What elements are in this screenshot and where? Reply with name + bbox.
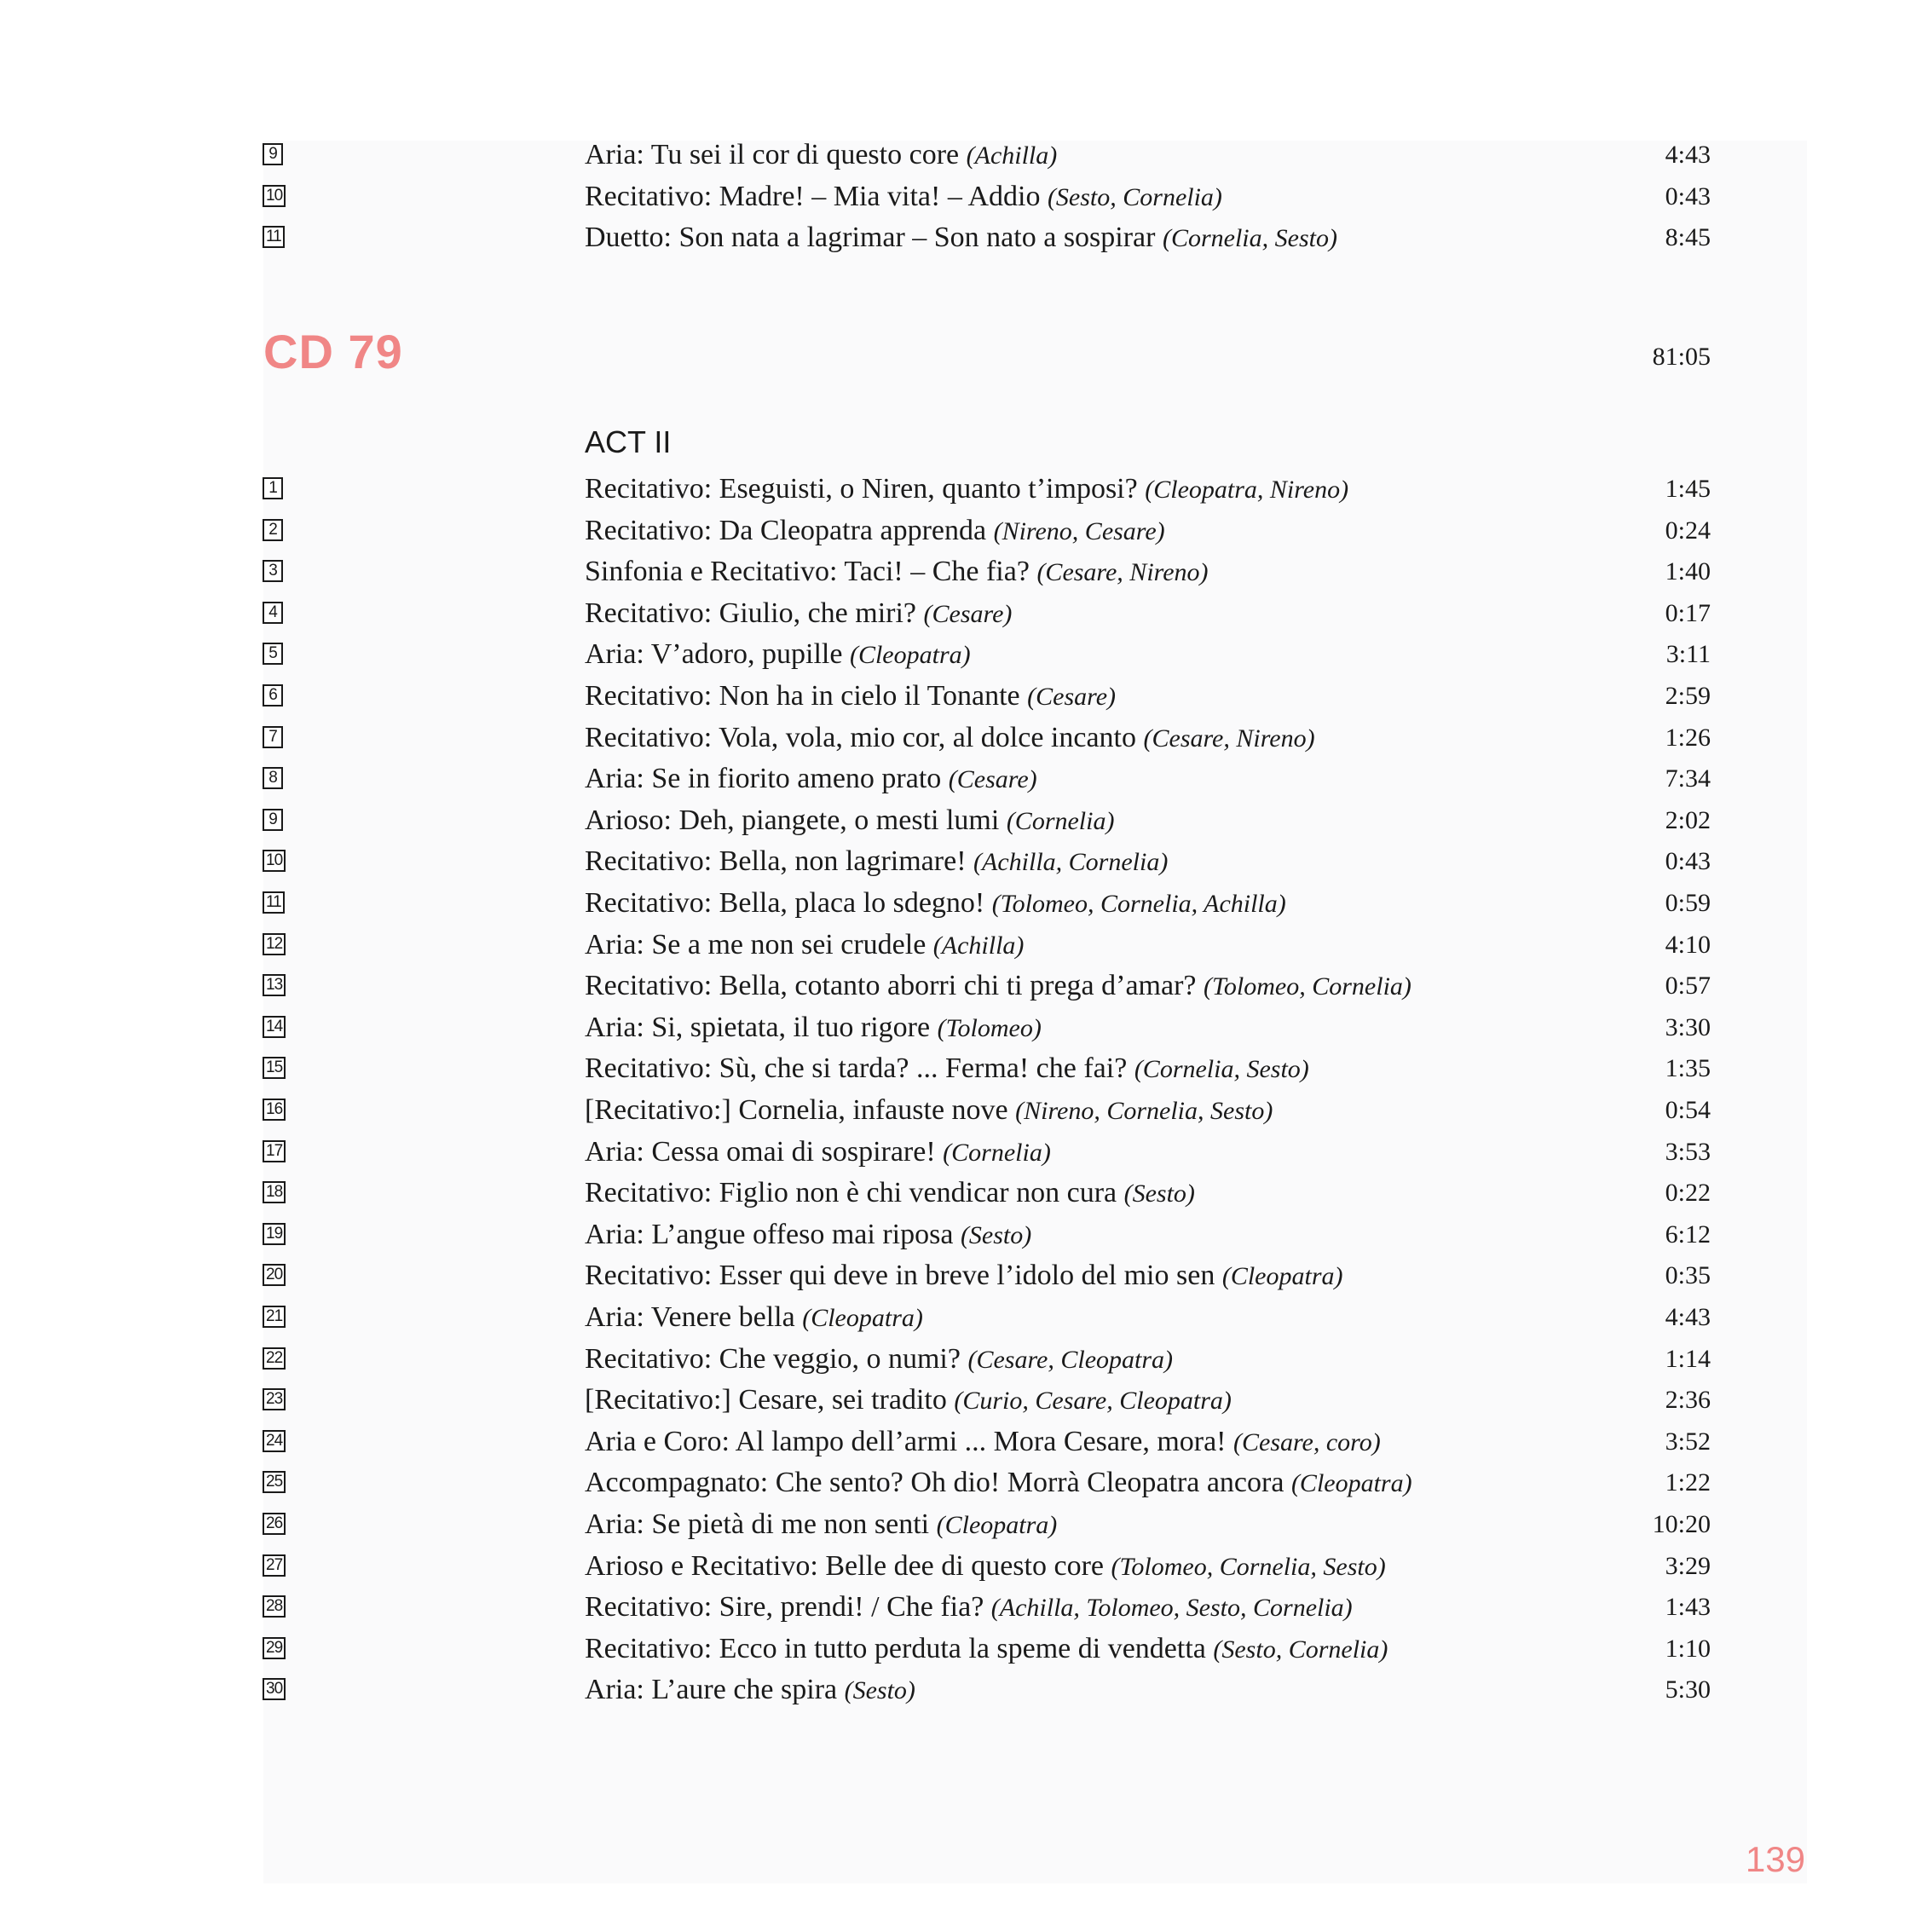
track-duration: 1:43 bbox=[1665, 1593, 1711, 1622]
track-title-text: Recitativo: Esser qui deve in breve l’idolo del mio sen bbox=[585, 1260, 1215, 1292]
track-row bbox=[0, 1135, 1905, 1176]
track-duration: 5:30 bbox=[1665, 1675, 1711, 1704]
track-title-text: Recitativo: Da Cleopatra apprenda bbox=[585, 514, 987, 546]
track-title-text: Aria: Se in fiorito ameno prato bbox=[585, 763, 942, 795]
track-number: 10 bbox=[263, 185, 286, 207]
track-title-text: Recitativo: Bella, cotanto aborri chi ti prega d’amar? bbox=[585, 970, 1197, 1002]
track-duration: 0:57 bbox=[1665, 972, 1711, 1001]
track-title-text: Arioso e Recitativo: Belle dee di questo core bbox=[585, 1549, 1104, 1582]
track-number: 29 bbox=[263, 1637, 286, 1659]
track-performers: (Tolomeo, Cornelia, Achilla) bbox=[991, 890, 1286, 918]
track-number: 10 bbox=[263, 850, 286, 872]
track-row bbox=[0, 514, 1905, 555]
track-row bbox=[0, 804, 1905, 845]
track-number: 24 bbox=[263, 1430, 286, 1452]
track-title bbox=[585, 1425, 1381, 1460]
track-number: 28 bbox=[263, 1595, 286, 1618]
track-row bbox=[0, 1176, 1905, 1217]
track-title bbox=[585, 1549, 1386, 1584]
track-duration: 3:11 bbox=[1665, 640, 1711, 669]
track-number: 7 bbox=[263, 726, 283, 748]
track-duration: 0:24 bbox=[1665, 516, 1711, 545]
track-row bbox=[0, 1342, 1905, 1383]
track-number: 17 bbox=[263, 1140, 286, 1162]
track-duration: 0:22 bbox=[1665, 1179, 1711, 1208]
track-performers: (Cornelia) bbox=[943, 1138, 1051, 1167]
track-performers: (Achilla) bbox=[966, 141, 1058, 170]
track-performers: (Tolomeo, Cornelia, Sesto) bbox=[1111, 1552, 1386, 1581]
track-performers: (Cesare) bbox=[1027, 683, 1117, 711]
track-row bbox=[0, 679, 1905, 720]
track-title-text: Recitativo: Bella, non lagrimare! bbox=[585, 845, 967, 878]
track-title bbox=[585, 969, 1411, 1004]
track-performers: (Cornelia, Sesto) bbox=[1134, 1055, 1309, 1084]
track-duration: 0:43 bbox=[1665, 182, 1711, 211]
track-row bbox=[0, 138, 1905, 179]
track-duration: 0:59 bbox=[1665, 889, 1711, 917]
track-title bbox=[585, 1052, 1309, 1087]
track-title bbox=[585, 1673, 915, 1708]
track-performers: (Achilla) bbox=[932, 931, 1025, 960]
track-title bbox=[585, 1508, 1057, 1543]
track-number: 3 bbox=[263, 560, 283, 582]
track-title bbox=[585, 1176, 1195, 1211]
track-title bbox=[585, 637, 971, 672]
track-duration: 2:02 bbox=[1665, 805, 1711, 834]
track-number: 13 bbox=[263, 974, 286, 996]
track-number: 11 bbox=[263, 226, 285, 248]
track-title-text: Aria: V’adoro, pupille bbox=[585, 638, 843, 671]
track-title bbox=[585, 679, 1116, 714]
track-title-text: Recitativo: Non ha in cielo il Tonante bbox=[585, 680, 1020, 712]
track-number: 14 bbox=[263, 1016, 286, 1038]
track-row bbox=[0, 637, 1905, 678]
track-number: 8 bbox=[263, 767, 283, 789]
track-row bbox=[0, 1093, 1905, 1134]
track-title bbox=[585, 762, 1037, 797]
track-title bbox=[585, 221, 1337, 256]
track-title-text: Recitativo: Che veggio, o numi? bbox=[585, 1342, 961, 1375]
track-duration: 4:43 bbox=[1665, 1303, 1711, 1331]
track-row bbox=[0, 1549, 1905, 1590]
track-number: 5 bbox=[263, 643, 283, 665]
track-title bbox=[585, 1466, 1412, 1501]
track-row bbox=[0, 886, 1905, 927]
track-duration: 10:20 bbox=[1652, 1510, 1711, 1538]
track-row bbox=[0, 221, 1905, 262]
track-performers: (Sesto) bbox=[844, 1676, 915, 1705]
track-title-text: Aria: Tu sei il cor di questo core bbox=[585, 139, 960, 170]
track-duration: 1:10 bbox=[1665, 1634, 1711, 1663]
track-title bbox=[585, 555, 1209, 590]
track-performers: (Achilla, Cornelia) bbox=[973, 848, 1169, 877]
track-row bbox=[0, 1425, 1905, 1466]
track-performers: (Curio, Cesare, Cleopatra) bbox=[954, 1387, 1232, 1416]
track-performers: (Cleopatra) bbox=[1290, 1469, 1412, 1498]
track-duration: 0:43 bbox=[1665, 847, 1711, 876]
track-title bbox=[585, 928, 1024, 963]
track-duration: 6:12 bbox=[1665, 1220, 1711, 1249]
track-row bbox=[0, 1300, 1905, 1341]
track-duration: 8:45 bbox=[1665, 223, 1711, 251]
track-duration: 1:35 bbox=[1665, 1054, 1711, 1083]
track-number: 23 bbox=[263, 1388, 286, 1410]
track-number: 1 bbox=[263, 477, 283, 499]
track-title-text: Recitativo: Ecco in tutto perduta la speme di vendetta bbox=[585, 1632, 1206, 1664]
track-performers: (Sesto) bbox=[1123, 1179, 1195, 1208]
cd-label: CD 79 bbox=[263, 325, 403, 378]
track-number: 6 bbox=[263, 684, 283, 706]
track-title bbox=[585, 1300, 923, 1335]
track-title-text: Aria: Se a me non sei crudele bbox=[585, 928, 927, 960]
track-title bbox=[585, 1135, 1051, 1170]
track-title bbox=[585, 180, 1222, 215]
track-duration: 0:54 bbox=[1665, 1096, 1711, 1124]
track-title-text: Arioso: Deh, piangete, o mesti lumi bbox=[585, 804, 1000, 836]
track-title bbox=[585, 138, 1057, 173]
track-title-text: Duetto: Son nata a lagrimar – Son nato a sospirar bbox=[585, 222, 1156, 253]
track-number: 4 bbox=[263, 602, 283, 624]
track-row bbox=[0, 1673, 1905, 1714]
track-performers: (Tolomeo, Cornelia) bbox=[1204, 972, 1411, 1001]
track-number: 30 bbox=[263, 1678, 286, 1700]
track-performers: (Cornelia, Sesto) bbox=[1162, 224, 1337, 252]
track-number: 16 bbox=[263, 1099, 286, 1121]
track-title bbox=[585, 1342, 1173, 1377]
track-title bbox=[585, 1259, 1342, 1294]
track-title-text: Recitativo: Vola, vola, mio cor, al dolce incanto bbox=[585, 721, 1136, 753]
track-title-text: Aria: Cessa omai di sospirare! bbox=[585, 1135, 936, 1168]
track-duration: 2:59 bbox=[1665, 682, 1711, 710]
track-title-text: Recitativo: Eseguisti, o Niren, quanto t’imposi? bbox=[585, 473, 1138, 505]
track-title-text: Aria: L’angue offeso mai riposa bbox=[585, 1218, 954, 1250]
track-row bbox=[0, 1259, 1905, 1300]
track-title-text: Accompagnato: Che sento? Oh dio! Morrà Cleopatra ancora bbox=[585, 1467, 1284, 1499]
track-duration: 2:36 bbox=[1665, 1386, 1711, 1415]
track-performers: (Cleopatra) bbox=[936, 1511, 1058, 1539]
track-row bbox=[0, 762, 1905, 803]
track-title bbox=[585, 804, 1114, 839]
track-title-text: Recitativo: Madre! – Mia vita! – Addio bbox=[585, 180, 1041, 212]
track-duration: 3:29 bbox=[1665, 1551, 1711, 1580]
track-duration: 3:30 bbox=[1665, 1012, 1711, 1041]
track-performers: (Cleopatra) bbox=[1221, 1262, 1343, 1291]
track-title bbox=[585, 1383, 1232, 1418]
track-title-text: Recitativo: Sù, che si tarda? ... Ferma! che fai? bbox=[585, 1053, 1128, 1085]
track-number: 22 bbox=[263, 1347, 286, 1370]
track-row bbox=[0, 472, 1905, 513]
track-row bbox=[0, 1508, 1905, 1548]
track-performers: (Cleopatra) bbox=[802, 1304, 923, 1332]
track-row bbox=[0, 845, 1905, 885]
track-performers: (Nireno, Cornelia, Sesto) bbox=[1015, 1097, 1273, 1125]
track-number: 18 bbox=[263, 1181, 286, 1203]
page-number: 139 bbox=[1745, 1839, 1805, 1879]
track-row bbox=[0, 555, 1905, 596]
track-duration: 3:53 bbox=[1665, 1137, 1711, 1166]
track-duration: 1:45 bbox=[1665, 475, 1711, 503]
track-title-text: Recitativo: Figlio non è chi vendicar non cura bbox=[585, 1177, 1117, 1209]
track-row bbox=[0, 180, 1905, 221]
track-duration: 0:17 bbox=[1665, 598, 1711, 627]
track-duration: 4:43 bbox=[1665, 141, 1711, 169]
track-row bbox=[0, 969, 1905, 1010]
track-duration: 1:22 bbox=[1665, 1468, 1711, 1497]
track-performers: (Cesare) bbox=[948, 765, 1037, 794]
track-number: 26 bbox=[263, 1513, 286, 1535]
track-title bbox=[585, 1590, 1353, 1625]
track-performers: (Cesare, Cleopatra) bbox=[967, 1345, 1174, 1374]
track-title-text: Recitativo: Sire, prendi! / Che fia? bbox=[585, 1591, 984, 1623]
track-duration: 3:52 bbox=[1665, 1427, 1711, 1456]
track-title bbox=[585, 514, 1165, 549]
track-performers: (Cleopatra) bbox=[849, 641, 971, 670]
track-title bbox=[585, 886, 1286, 921]
track-performers: (Cesare, Nireno) bbox=[1143, 724, 1315, 753]
track-row bbox=[0, 1218, 1905, 1259]
track-row bbox=[0, 597, 1905, 637]
track-performers: (Cesare, coro) bbox=[1233, 1427, 1381, 1456]
track-row bbox=[0, 928, 1905, 969]
track-number: 21 bbox=[263, 1306, 286, 1328]
track-title-text: Aria: Venere bella bbox=[585, 1301, 795, 1333]
track-number: 11 bbox=[263, 891, 285, 914]
track-title-text: Aria: Si, spietata, il tuo rigore bbox=[585, 1011, 931, 1043]
track-duration: 1:26 bbox=[1665, 723, 1711, 752]
track-duration: 4:10 bbox=[1665, 930, 1711, 959]
track-row bbox=[0, 721, 1905, 762]
track-title-text: Aria e Coro: Al lampo dell’armi ... Mora Cesare, mora! bbox=[585, 1425, 1227, 1457]
track-title bbox=[585, 597, 1012, 632]
track-title bbox=[585, 845, 1168, 879]
track-row bbox=[0, 1383, 1905, 1424]
track-performers: (Cesare, Nireno) bbox=[1036, 558, 1209, 587]
track-duration: 0:35 bbox=[1665, 1261, 1711, 1290]
track-title-text: Aria: L’aure che spira bbox=[585, 1674, 838, 1706]
cd-total-duration: 81:05 bbox=[1652, 343, 1711, 371]
track-duration: 1:14 bbox=[1665, 1344, 1711, 1373]
track-title bbox=[585, 721, 1315, 756]
track-title bbox=[585, 1011, 1042, 1046]
track-row bbox=[0, 1011, 1905, 1052]
track-number: 12 bbox=[263, 933, 286, 955]
track-title-text: Recitativo: Giulio, che miri? bbox=[585, 597, 917, 629]
track-row bbox=[0, 1632, 1905, 1673]
track-row bbox=[0, 1590, 1905, 1631]
track-title-text: Recitativo: Bella, placa lo sdegno! bbox=[585, 887, 985, 919]
track-row bbox=[0, 1466, 1905, 1507]
track-title bbox=[585, 1218, 1031, 1253]
track-performers: (Tolomeo) bbox=[937, 1013, 1042, 1042]
track-title-text: [Recitativo:] Cesare, sei tradito bbox=[585, 1384, 947, 1416]
track-performers: (Sesto) bbox=[960, 1220, 1032, 1249]
track-duration: 7:34 bbox=[1665, 764, 1711, 793]
track-number: 19 bbox=[263, 1223, 286, 1245]
track-title bbox=[585, 1093, 1273, 1128]
track-performers: (Sesto, Cornelia) bbox=[1213, 1635, 1388, 1664]
track-performers: (Sesto, Cornelia) bbox=[1047, 182, 1222, 211]
track-number: 9 bbox=[263, 143, 283, 165]
track-duration: 1:40 bbox=[1665, 557, 1711, 586]
track-performers: (Cornelia) bbox=[1006, 806, 1115, 835]
act-heading: ACT II bbox=[585, 424, 672, 459]
track-title-text: Aria: Se pietà di me non senti bbox=[585, 1508, 930, 1540]
track-title bbox=[585, 1632, 1388, 1667]
track-number: 25 bbox=[263, 1471, 286, 1493]
track-number: 2 bbox=[263, 519, 283, 541]
track-performers: (Cesare) bbox=[923, 599, 1013, 628]
track-row bbox=[0, 1052, 1905, 1093]
track-performers: (Cleopatra, Nireno) bbox=[1145, 476, 1349, 504]
track-number: 9 bbox=[263, 809, 283, 831]
track-title-text: [Recitativo:] Cornelia, infauste nove bbox=[585, 1094, 1008, 1126]
track-number: 15 bbox=[263, 1057, 286, 1079]
track-number: 20 bbox=[263, 1264, 286, 1286]
track-title bbox=[585, 472, 1348, 507]
track-number: 27 bbox=[263, 1554, 286, 1577]
track-performers: (Achilla, Tolomeo, Sesto, Cornelia) bbox=[990, 1594, 1353, 1623]
track-title-text: Sinfonia e Recitativo: Taci! – Che fia? bbox=[585, 556, 1030, 588]
track-performers: (Nireno, Cesare) bbox=[993, 516, 1165, 545]
